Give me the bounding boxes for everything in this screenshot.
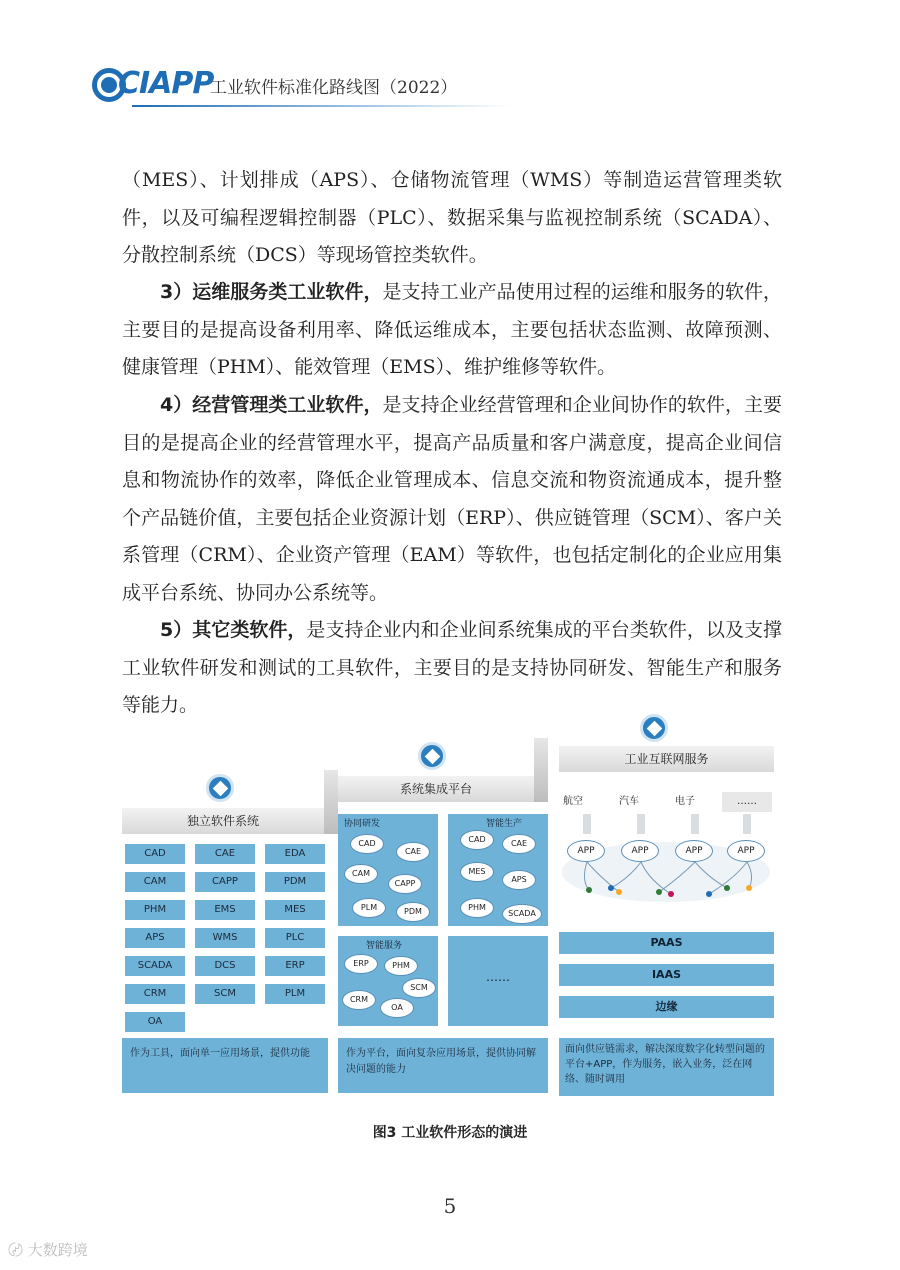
industry-aviation: 航空 [563, 796, 583, 807]
more-ellipsis: …… [486, 970, 510, 984]
ciapp-logo [92, 66, 214, 104]
software-bubble: PHM [384, 956, 418, 976]
software-bubble: CAD [350, 834, 384, 854]
panel-title: 智能服务 [366, 941, 403, 951]
software-cell: PDM [265, 872, 325, 892]
software-bubble: CAE [396, 842, 430, 862]
watermark-text: 大数跨境 [27, 1241, 88, 1259]
software-bubble: PHM [460, 898, 494, 918]
header-title: 工业软件标准化路线图（2022） [210, 78, 458, 98]
stage3-title: 工业互联网服务 [559, 746, 774, 772]
panel-collab-rd [338, 814, 438, 926]
stage1-title: 独立软件系统 [122, 808, 324, 834]
stage2-title: 系统集成平台 [338, 776, 534, 802]
layer-paas: PAAS [559, 932, 774, 954]
app-bubble: APP [675, 840, 713, 862]
panel-smart-service [338, 936, 438, 1026]
stage1-description: 作为工具，面向单一应用场景，提供功能 [122, 1038, 328, 1093]
software-cell: WMS [195, 928, 255, 948]
software-cell: OA [125, 1012, 185, 1032]
paragraph-text: 是支持工业产品使用过程的运维和服务的软件，主要目的是提高设备利用率、降低运维成本，主要包括状态监测、故障预测、健康管理（PHM）、能效管理（EMS）、维护维修等软件。 [122, 281, 782, 378]
paragraph-text: 是支持企业经营管理和企业间协作的软件，主要目的是提高企业的经营管理水平，提高产品质量和客户满意度，提高企业间信息和物流协作的效率，降低企业管理成本、信息交流和物资流通成本，提升整个产品链价值，主要包括企业资源计划（ERP）、供应链管理（SCM）、客户关系管理（CRM）、企业资产管理（EAM）等软件，也包括定制化的企业应用集成平台系统、协同办公系统等。 [122, 394, 782, 604]
software-cell: SCM [195, 984, 255, 1004]
paragraph-heading: 5）其它类软件， [160, 619, 307, 641]
software-cell: SCADA [125, 956, 185, 976]
software-cell: CAM [125, 872, 185, 892]
layer-iaas: IAAS [559, 964, 774, 986]
industry-automotive: 汽车 [619, 796, 639, 807]
page-header [92, 62, 512, 108]
software-cell: CAPP [195, 872, 255, 892]
paragraph-continued: （MES）、计划排成（APS）、仓储物流管理（WMS）等制造运营管理类软件，以及可编程逻辑控制器（PLC）、数据采集与监视控制系统（SCADA）、分散控制系统（DCS）等现场管控类软件。 [122, 169, 782, 266]
software-cell: CAE [195, 844, 255, 864]
paragraph-text: 是支持企业内和企业间系统集成的平台类软件，以及支撑工业软件研发和测试的工具软件，主要目的是支持协同研发、智能生产和服务等能力。 [122, 619, 782, 716]
software-bubble: CAD [460, 830, 494, 850]
gear-icon [101, 77, 117, 93]
paragraph-other-software [122, 612, 782, 725]
software-bubble: CAE [502, 834, 536, 854]
industry-electronics: 电子 [675, 796, 695, 807]
software-bubble: SCM [402, 978, 436, 998]
industry-more: …… [722, 792, 772, 812]
panel-title: 智能生产 [486, 819, 523, 829]
layer-edge: 边缘 [559, 996, 774, 1018]
paragraph-heading: 3）运维服务类工业软件， [160, 281, 383, 303]
panel-title: 协同研发 [344, 819, 381, 829]
page-number: 5 [443, 1194, 457, 1218]
panel-more [448, 936, 548, 1026]
software-bubble: OA [380, 998, 414, 1018]
paragraph-maintenance-software [122, 274, 782, 387]
app-bubble: APP [621, 840, 659, 862]
software-cell: CAD [125, 844, 185, 864]
software-bubble: PDM [396, 902, 430, 922]
software-cell: EDA [265, 844, 325, 864]
software-bubble: CRM [342, 990, 376, 1010]
software-bubble: ERP [344, 954, 378, 974]
watermark: 〄 大数跨境 [8, 1241, 88, 1259]
stage1-step-riser [324, 770, 338, 834]
software-bubble: APS [502, 870, 536, 890]
software-bubble: SCADA [502, 904, 542, 924]
software-cell: APS [125, 928, 185, 948]
figure-caption: 图3 工业软件形态的演进 [372, 1125, 528, 1141]
software-cell: ERP [265, 956, 325, 976]
panel-smart-production [448, 814, 548, 926]
software-bubble: CAM [344, 864, 378, 884]
software-cell: PHM [125, 900, 185, 920]
cube-icon [640, 714, 668, 742]
software-bubble: MES [460, 862, 494, 882]
paragraph-heading: 4）经营管理类工业软件， [160, 394, 383, 416]
software-cell: PLC [265, 928, 325, 948]
software-cell: DCS [195, 956, 255, 976]
header-divider [132, 105, 512, 107]
software-cell: PLM [265, 984, 325, 1004]
cube-icon [418, 742, 446, 770]
software-bubble: PLM [352, 898, 386, 918]
software-cell: MES [265, 900, 325, 920]
stage2-step-riser [534, 738, 548, 802]
software-cell: EMS [195, 900, 255, 920]
software-bubble: CAPP [388, 874, 422, 894]
stage2-description: 作为平台，面向复杂应用场景，提供协同解决问题的能力 [338, 1038, 548, 1093]
app-bubble: APP [727, 840, 765, 862]
software-cell: CRM [125, 984, 185, 1004]
cube-icon [206, 774, 234, 802]
software-evolution-figure [118, 712, 790, 1102]
paragraph-management-software [122, 387, 782, 612]
logo-text: CIAPP [118, 66, 214, 101]
stage3-description: 面向供应链需求，解决深度数字化转型问题的平台+APP，作为服务，嵌入业务，泛在网络、随时调用 [559, 1038, 774, 1096]
app-bubble: APP [567, 840, 605, 862]
